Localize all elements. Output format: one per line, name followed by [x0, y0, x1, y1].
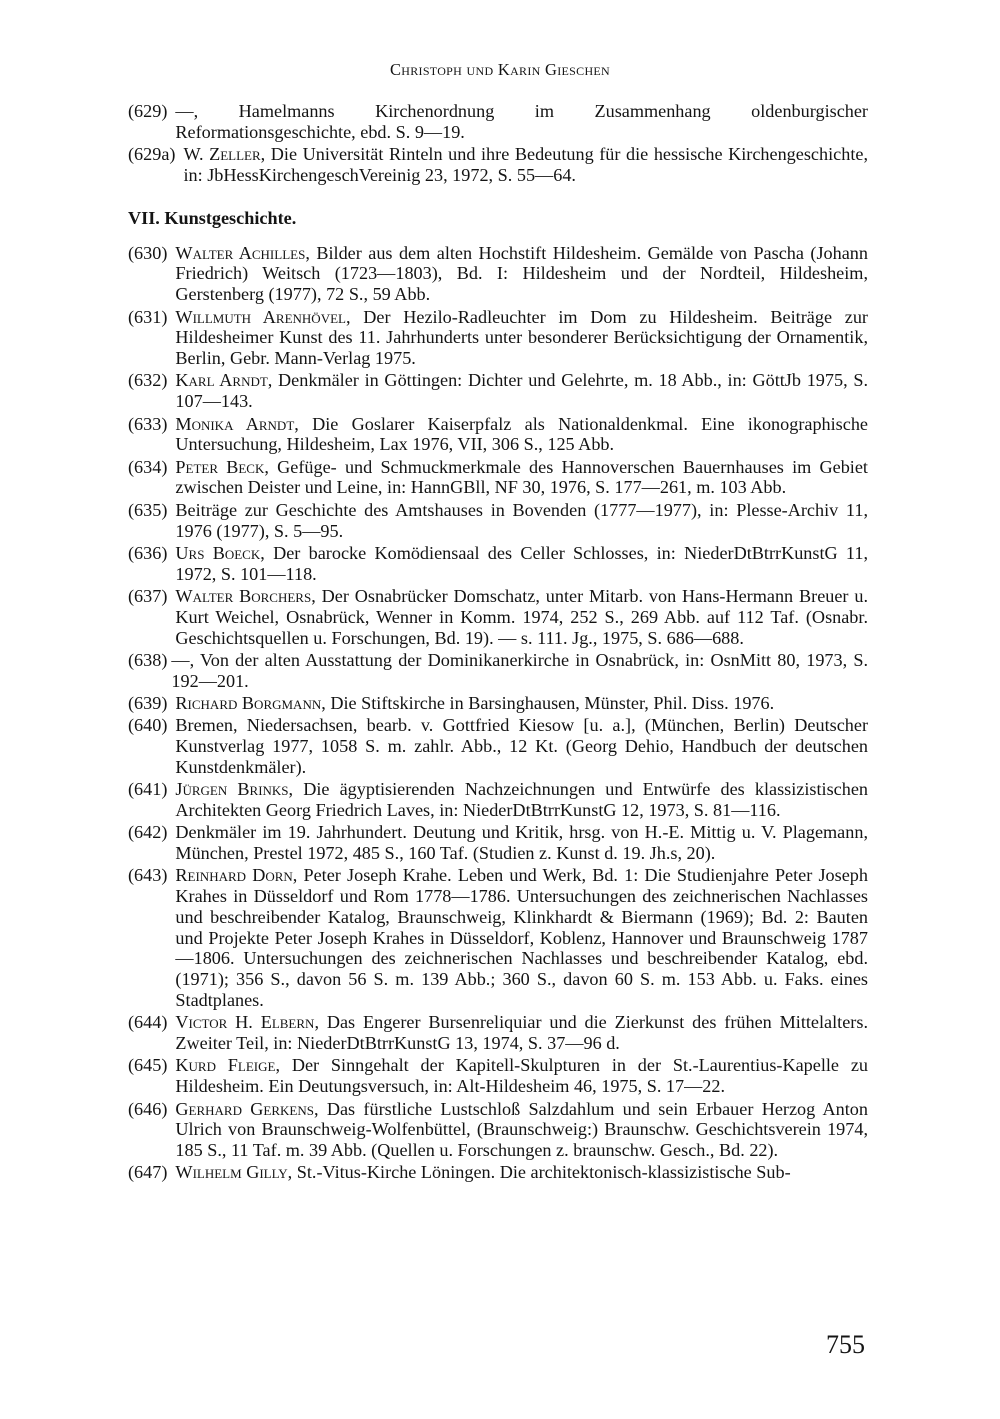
bibliography-entry — [128, 243, 868, 305]
entry-body: , Die Universität Rinteln und ihre Bedeutung für die hessische Kirchengeschichte, in: JbHessKirchengeschVereinig 23, 1972, S. 55—64. — [183, 144, 868, 185]
entry-number: (642) — [128, 822, 168, 843]
entry-author: Reinhard Dorn — [175, 865, 293, 886]
entry-body: , Bilder aus dem alten Hochstift Hildesheim. Gemälde von Pascha (Johann Friedrich) Weitsch (1723—1803), Bd. I: Hildesheim und der Nordteil, Hildesheim, Gerstenberg (1977), 72 S., 59 Abb. — [175, 242, 868, 305]
entry-number: (638) — [128, 649, 168, 670]
entries-section — [128, 243, 868, 1184]
entry-body: , Peter Joseph Krahe. Leben und Werk, Bd. 1: Die Studienjahre Peter Joseph Krahes in Düsseldorf und Rom 1778—1786. Untersuchungen des zeichnerischen Nachlasses und beschreibender Katalog, Braunschweig, Klinkhardt & Biermann (1969); Bd. 2: Bauten und Projekte Peter Joseph Krahes in Düsseldorf, Koblenz, Hannover und Braunschweig 1787—1806. Untersuchungen des zeichnerischen Nachlasses und beschreibender Katalog, ebd. (1971); 356 S., davon 56 S. m. 139 Abb.; 360 S., davon 60 S. m. 153 Abb. u. Faks. eines Stadtplanes. — [175, 865, 868, 1011]
bibliography-entry — [128, 101, 868, 143]
page-number: 755 — [826, 1330, 865, 1359]
bibliography-entry — [128, 650, 868, 692]
entry-body: , Das fürstliche Lustschloß Salzdahlum und sein Erbauer Herzog Anton Ulrich von Braunschweig-Wolfenbüttel, (Braunschweig:) Braunschw. Geschichtsverein 1974, 185 S., 11 Taf. m. 39 Abb. (Quellen u. Forschungen z. braunschw. Gesch., Bd. 22). — [175, 1098, 868, 1161]
entry-body: , Der Hezilo-Radleuchter im Dom zu Hildesheim. Beiträge zur Hildesheimer Kunst des 11. Jahrhunderts unter besonderer Berücksichtigung der Ornamentik, Berlin, Gebr. Mann-Verlag 1975. — [175, 306, 868, 369]
entry-text — [167, 1012, 868, 1054]
entry-author: Richard Borgmann — [175, 692, 322, 713]
entry-number: (640) — [128, 715, 168, 736]
entry-number: (632) — [128, 370, 168, 391]
bibliography-entry — [128, 693, 868, 714]
entry-text — [167, 822, 868, 864]
entry-text — [175, 144, 868, 186]
entry-number: (641) — [128, 779, 168, 800]
bibliography-entry — [128, 822, 868, 864]
entry-author: Walter Borchers — [175, 585, 312, 606]
entries-before-section — [128, 101, 868, 186]
bibliography-entry — [128, 307, 868, 369]
entry-body: , Das Engerer Bursenreliquiar und die Zierkunst des frühen Mittelalters. Zweiter Teil, in: NiederDtBtrrKunstG 13, 1974, S. 37—96 d. — [175, 1012, 868, 1054]
bibliography-entry — [128, 1055, 868, 1097]
entry-text — [167, 1162, 868, 1183]
entry-author: Walter Achilles — [175, 242, 306, 263]
entry-text — [167, 243, 868, 305]
entry-body: —, Von der alten Ausstattung der Dominikanerkirche in Osnabrück, in: OsnMitt 80, 1973, S. 192—201. — [171, 649, 868, 691]
bibliography-entry — [128, 144, 868, 186]
entry-author: Monika Arndt — [175, 413, 295, 434]
entry-body: , Die ägyptisierenden Nachzeichnungen und Entwürfe des klassizistischen Architekten Georg Friedrich Laves, in: NiederDtBtrrKunstG 12, 1973, S. 81—116. — [175, 779, 868, 820]
entry-number: (634) — [128, 456, 168, 477]
entry-author: Urs Boeck — [175, 542, 261, 563]
entry-text — [167, 586, 868, 648]
entry-body: , Denkmäler in Göttingen: Dichter und Gelehrte, m. 18 Abb., in: GöttJb 1975, S. 107—143. — [175, 370, 868, 412]
bibliography-entry — [128, 1162, 868, 1183]
bibliography-entry — [128, 779, 868, 821]
entry-body: , Der barocke Komödiensaal des Celler Schlosses, in: NiederDtBtrrKunstG 11, 1972, S. 101—118. — [175, 542, 868, 584]
bibliography-column — [128, 101, 868, 1185]
entry-number: (631) — [128, 306, 168, 327]
entry-number: (644) — [128, 1012, 168, 1033]
entry-text — [167, 650, 868, 692]
bibliography-entry — [128, 414, 868, 456]
entry-text — [167, 500, 868, 542]
entry-body: , Die Stiftskirche in Barsinghausen, Münster, Phil. Diss. 1976. — [321, 692, 775, 713]
entry-author: Victor H. Elbern — [175, 1012, 315, 1033]
bibliography-entry — [128, 543, 868, 585]
entry-author: Kurd Fleige — [175, 1055, 276, 1076]
entry-text — [167, 414, 868, 456]
entry-number: (637) — [128, 585, 168, 606]
entry-text — [167, 101, 868, 143]
entry-body: Beiträge zur Geschichte des Amtshauses in Bovenden (1777—1977), in: Plesse-Archiv 11, 1976 (1977), S. 5—95. — [175, 499, 868, 541]
entry-number: (639) — [128, 692, 168, 713]
entry-number: (647) — [128, 1162, 168, 1183]
entry-author: Willmuth Arenhövel — [175, 306, 346, 327]
entry-body: —, Hamelmanns Kirchenordnung im Zusammenhang oldenburgischer Reformationsgeschichte, ebd. S. 9—19. — [175, 101, 868, 142]
entry-number: (643) — [128, 865, 168, 886]
entry-body: Bremen, Niedersachsen, bearb. v. Gottfried Kiesow [u. a.], (München, Berlin) Deutscher Kunstverlag 1977, 1058 S. m. zahlr. Abb., 12 Kt. (Georg Dehio, Handbuch der deutschen Kunstdenkmäler). — [175, 715, 868, 777]
entry-author: Karl Arndt — [175, 370, 268, 391]
entry-number: (646) — [128, 1098, 168, 1119]
entry-text — [167, 307, 868, 369]
entry-body: , Der Osnabrücker Domschatz, unter Mitarb. von Hans-Hermann Breuer u. Kurt Weichel, Osnabrück, Wenner in Komm. 1974, 252 S., 269 Abb. auf 112 Taf. (Osnabr. Geschichtsquellen u. Forschungen, Bd. 19). — s. 111. Jg., 1975, S. 686—688. — [175, 585, 868, 648]
entry-number: (635) — [128, 499, 168, 520]
entry-text — [167, 1099, 868, 1161]
entry-author: W. Zeller — [183, 144, 261, 165]
entry-author: Wilhelm Gilly — [175, 1162, 288, 1183]
entry-number: (645) — [128, 1055, 168, 1076]
entry-author: Gerhard Gerkens — [175, 1098, 314, 1119]
entry-body: Denkmäler im 19. Jahrhundert. Deutung und Kritik, hrsg. von H.-E. Mittig u. V. Plagemann, München, Prestel 1972, 485 S., 160 Taf. (Studien z. Kunst d. 19. Jh.s, 20). — [175, 822, 868, 863]
entry-body: , Gefüge- und Schmuckmerkmale des Hannoverschen Bauernhauses im Gebiet zwischen Deister und Leine, in: HannGBll, NF 30, 1976, S. 177—261, m. 103 Abb. — [175, 456, 868, 498]
entry-text — [167, 693, 868, 714]
running-head: Christoph und Karin Gieschen — [389, 60, 611, 79]
bibliography-entry — [128, 457, 868, 499]
entry-text — [167, 370, 868, 412]
bibliography-entry — [128, 500, 868, 542]
entry-text — [167, 1055, 868, 1097]
entry-text — [167, 779, 868, 821]
entry-text — [167, 457, 868, 499]
bibliography-entry — [128, 715, 868, 777]
entry-author: Jürgen Brinks — [175, 779, 289, 800]
entry-body: , Der Sinngehalt der Kapitell-Skulpturen in der St.-Laurentius-Kapelle zu Hildesheim. Ein Deutungsversuch, in: Alt-Hildesheim 46, 1975, S. 17—22. — [175, 1055, 868, 1097]
bibliography-entry — [128, 370, 868, 412]
entry-number: (630) — [128, 242, 168, 263]
entry-author: Peter Beck — [175, 456, 265, 477]
entry-number: (629a) — [128, 144, 176, 165]
bibliography-entry — [128, 865, 868, 1011]
entry-text — [167, 543, 868, 585]
entry-number: (633) — [128, 413, 168, 434]
entry-number: (629) — [128, 101, 168, 121]
entry-body: , Die Goslarer Kaiserpfalz als Nationaldenkmal. Eine ikonographische Untersuchung, Hildesheim, Lax 1976, VII, 306 S., 125 Abb. — [175, 413, 868, 455]
entry-body: , St.-Vitus-Kirche Löningen. Die architektonisch-klassizistische Sub- — [287, 1162, 791, 1183]
section-heading: VII. Kunstgeschichte. — [128, 207, 297, 228]
bibliography-entry — [128, 1012, 868, 1054]
bibliography-entry — [128, 1099, 868, 1161]
entry-number: (636) — [128, 542, 168, 563]
entry-text — [167, 865, 868, 1011]
entry-text — [167, 715, 868, 777]
bibliography-entry — [128, 586, 868, 648]
